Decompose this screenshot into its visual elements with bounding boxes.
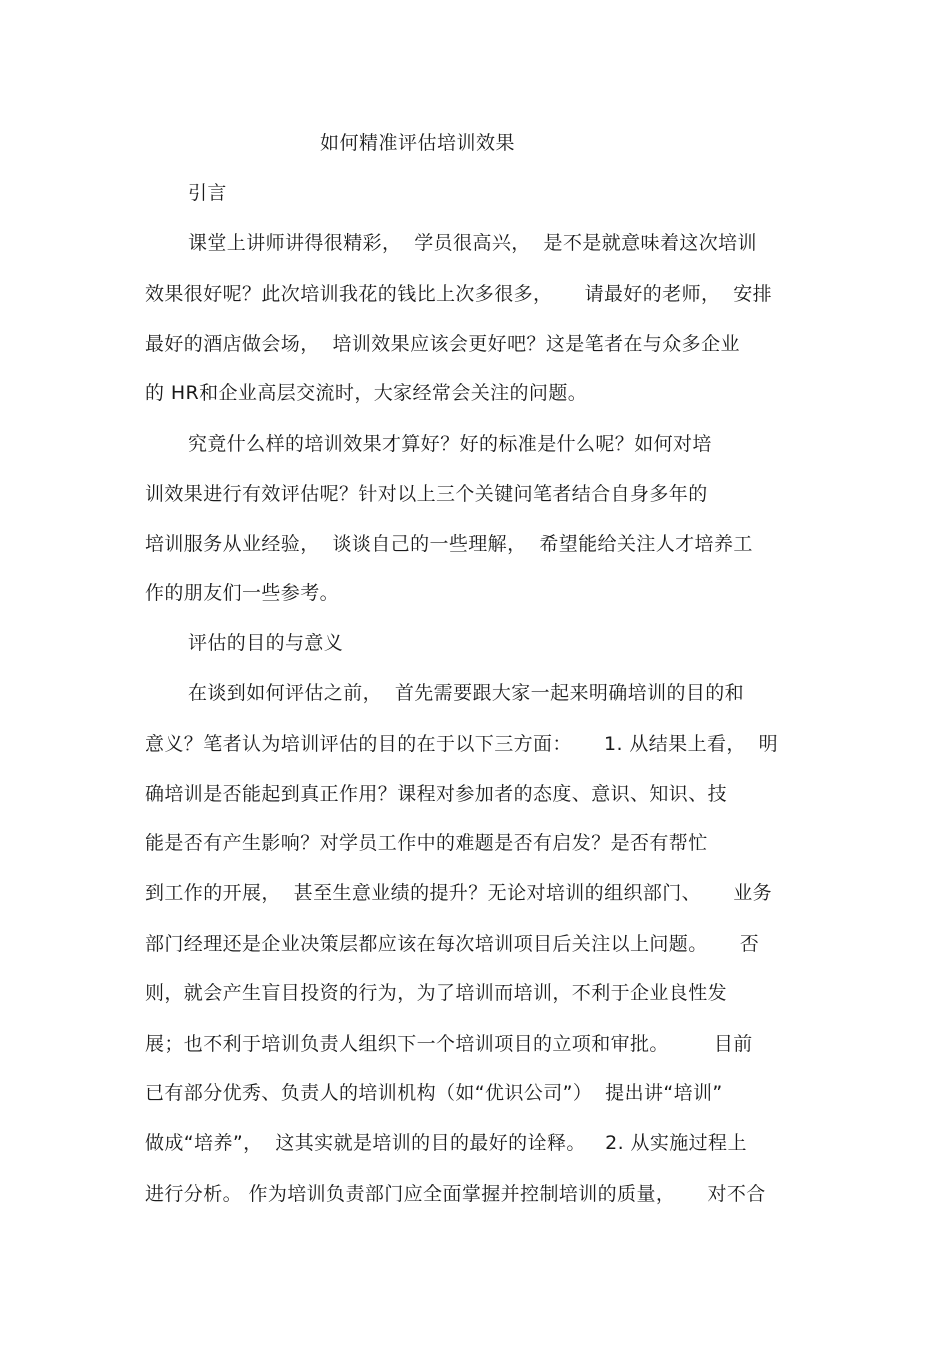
paragraph-line: 已有部分优秀、负责人的培训机构（如“优识公司”） 提出讲“培训” [145,1082,723,1104]
paragraph-line: 最好的酒店做会场， 培训效果应该会更好吧？这是笔者在与众多企业 [145,333,740,355]
document-title: 如何精准评估培训效果 [320,132,516,154]
section-heading-intro: 引言 [188,182,227,204]
paragraph-line: 进行分析。 作为培训负责部门应全面掌握并控制培训的质量， 对不合 [145,1183,766,1205]
paragraph-line: 在谈到如何评估之前， 首先需要跟大家一起来明确培训的目的和 [188,682,745,704]
paragraph-line: 的 HR和企业高层交流时，大家经常会关注的问题。 [145,382,588,404]
paragraph-line: 部门经理还是企业决策层都应该在每次培训项目后关注以上问题。 否 [145,933,760,955]
paragraph-line: 作的朋友们一些参考。 [145,582,340,604]
paragraph-line: 培训服务从业经验， 谈谈自己的一些理解， 希望能给关注人才培养工 [145,533,753,555]
paragraph-line: 意义？笔者认为培训评估的目的在于以下三方面： 1. 从结果上看， 明 [145,733,779,755]
paragraph-line: 做成“培养”， 这其实就是培训的目的最好的诠释。 2. 从实施过程上 [145,1132,747,1154]
section-heading-purpose: 评估的目的与意义 [188,632,344,654]
paragraph-line: 能是否有产生影响？对学员工作中的难题是否有启发？是否有帮忙 [145,832,708,854]
paragraph-line: 究竟什么样的培训效果才算好？好的标准是什么呢？如何对培 [188,433,712,455]
paragraph-line: 展；也不利于培训负责人组织下一个培训项目的立项和审批。 目前 [145,1033,753,1055]
paragraph-line: 确培训是否能起到真正作用？课程对参加者的态度、意识、知识、技 [145,783,728,805]
paragraph-line: 训效果进行有效评估呢？针对以上三个关键问笔者结合自身多年的 [145,483,708,505]
paragraph-line: 则，就会产生盲目投资的行为，为了培训而培训，不利于企业良性发 [145,982,728,1004]
paragraph-line: 效果很好呢？此次培训我花的钱比上次多很多， 请最好的老师， 安排 [145,283,773,305]
paragraph-line: 到工作的开展， 甚至生意业绩的提升？无论对培训的组织部门、 业务 [145,882,773,904]
paragraph-line: 课堂上讲师讲得很精彩， 学员很高兴， 是不是就意味着这次培训 [188,232,757,254]
